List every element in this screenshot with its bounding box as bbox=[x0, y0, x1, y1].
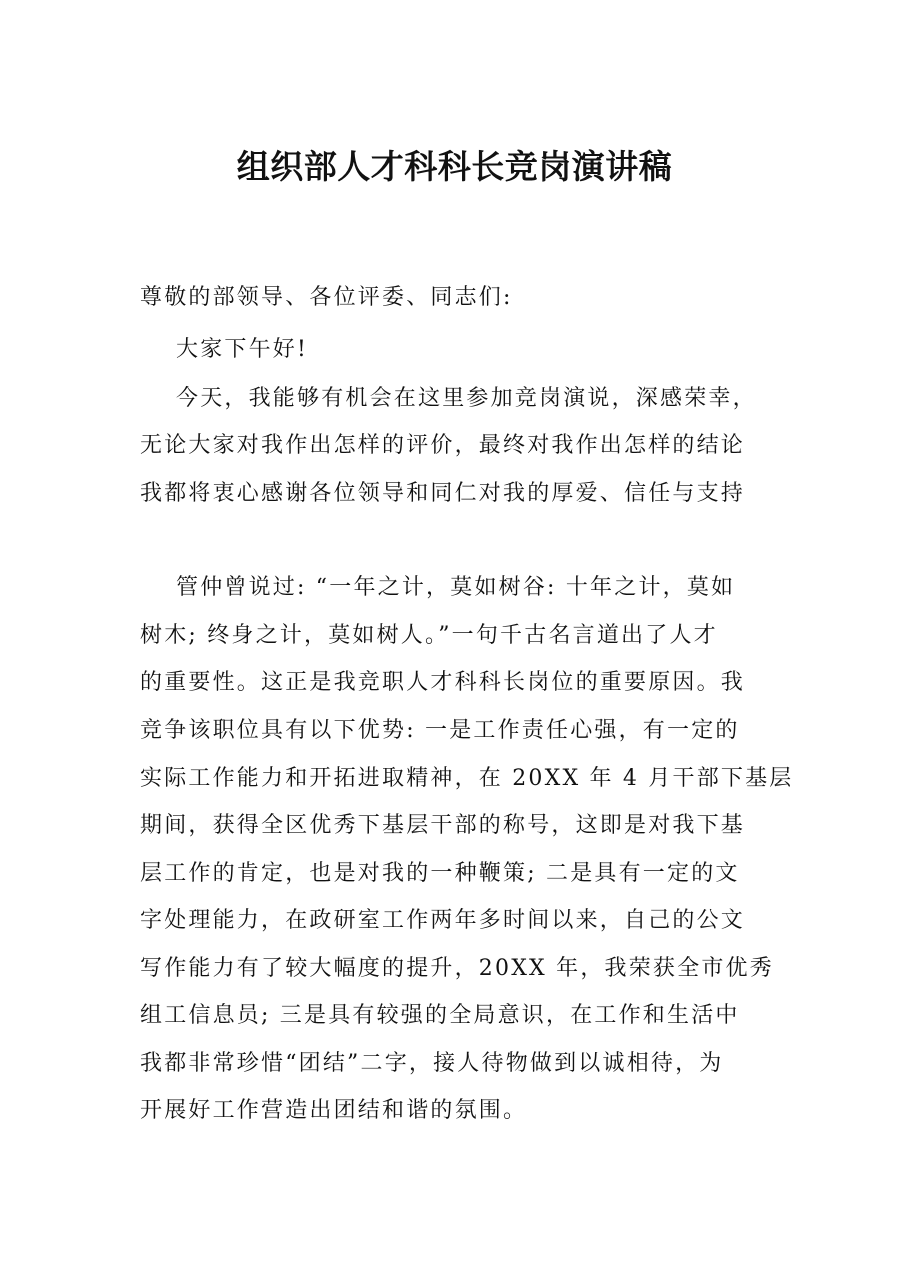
paragraph-line: 我都非常珍惜“团结”二字，接人待物做到以诚相待，为 bbox=[140, 1051, 724, 1076]
paragraph-line: 开展好工作营造出团结和谐的氛围。 bbox=[140, 1098, 528, 1123]
greeting: 大家下午好! bbox=[176, 337, 309, 362]
salutation: 尊敬的部领导、各位评委、同志们: bbox=[140, 285, 513, 310]
paragraph-line: 树木; 终身之计，莫如树人。”一句千古名言道出了人才 bbox=[140, 623, 718, 648]
paragraph-line: 的重要性。这正是我竞职人才科科长岗位的重要原因。我 bbox=[140, 670, 746, 695]
paragraph-line: 写作能力有了较大幅度的提升，20XX 年，我荣获全市优秀 bbox=[140, 956, 774, 981]
paragraph-line: 期间，获得全区优秀下基层干部的称号，这即是对我下基 bbox=[140, 813, 746, 838]
paragraph-line: 今天，我能够有机会在这里参加竞岗演说，深感荣幸， bbox=[176, 386, 757, 411]
paragraph-line: 竞争该职位具有以下优势: 一是工作责任心强，有一定的 bbox=[140, 718, 740, 743]
paragraph-line: 我都将衷心感谢各位领导和同仁对我的厚爱、信任与支持 bbox=[140, 481, 746, 506]
paragraph-line: 管仲曾说过: “一年之计，莫如树谷: 十年之计，莫如 bbox=[176, 575, 736, 600]
paragraph-line: 字处理能力，在政研室工作两年多时间以来，自己的公文 bbox=[140, 908, 746, 933]
paragraph-line: 层工作的肯定，也是对我的一种鞭策; 二是具有一定的文 bbox=[140, 861, 740, 886]
document-title: 组织部人才科科长竞岗演讲稿 bbox=[236, 147, 673, 186]
paragraph-line: 组工信息员; 三是具有较强的全局意识，在工作和生活中 bbox=[140, 1003, 740, 1028]
paragraph-line: 实际工作能力和开拓进取精神，在 20XX 年 4 月干部下基层 bbox=[140, 766, 794, 791]
paragraph-line: 无论大家对我作出怎样的评价，最终对我作出怎样的结论 bbox=[140, 433, 746, 458]
